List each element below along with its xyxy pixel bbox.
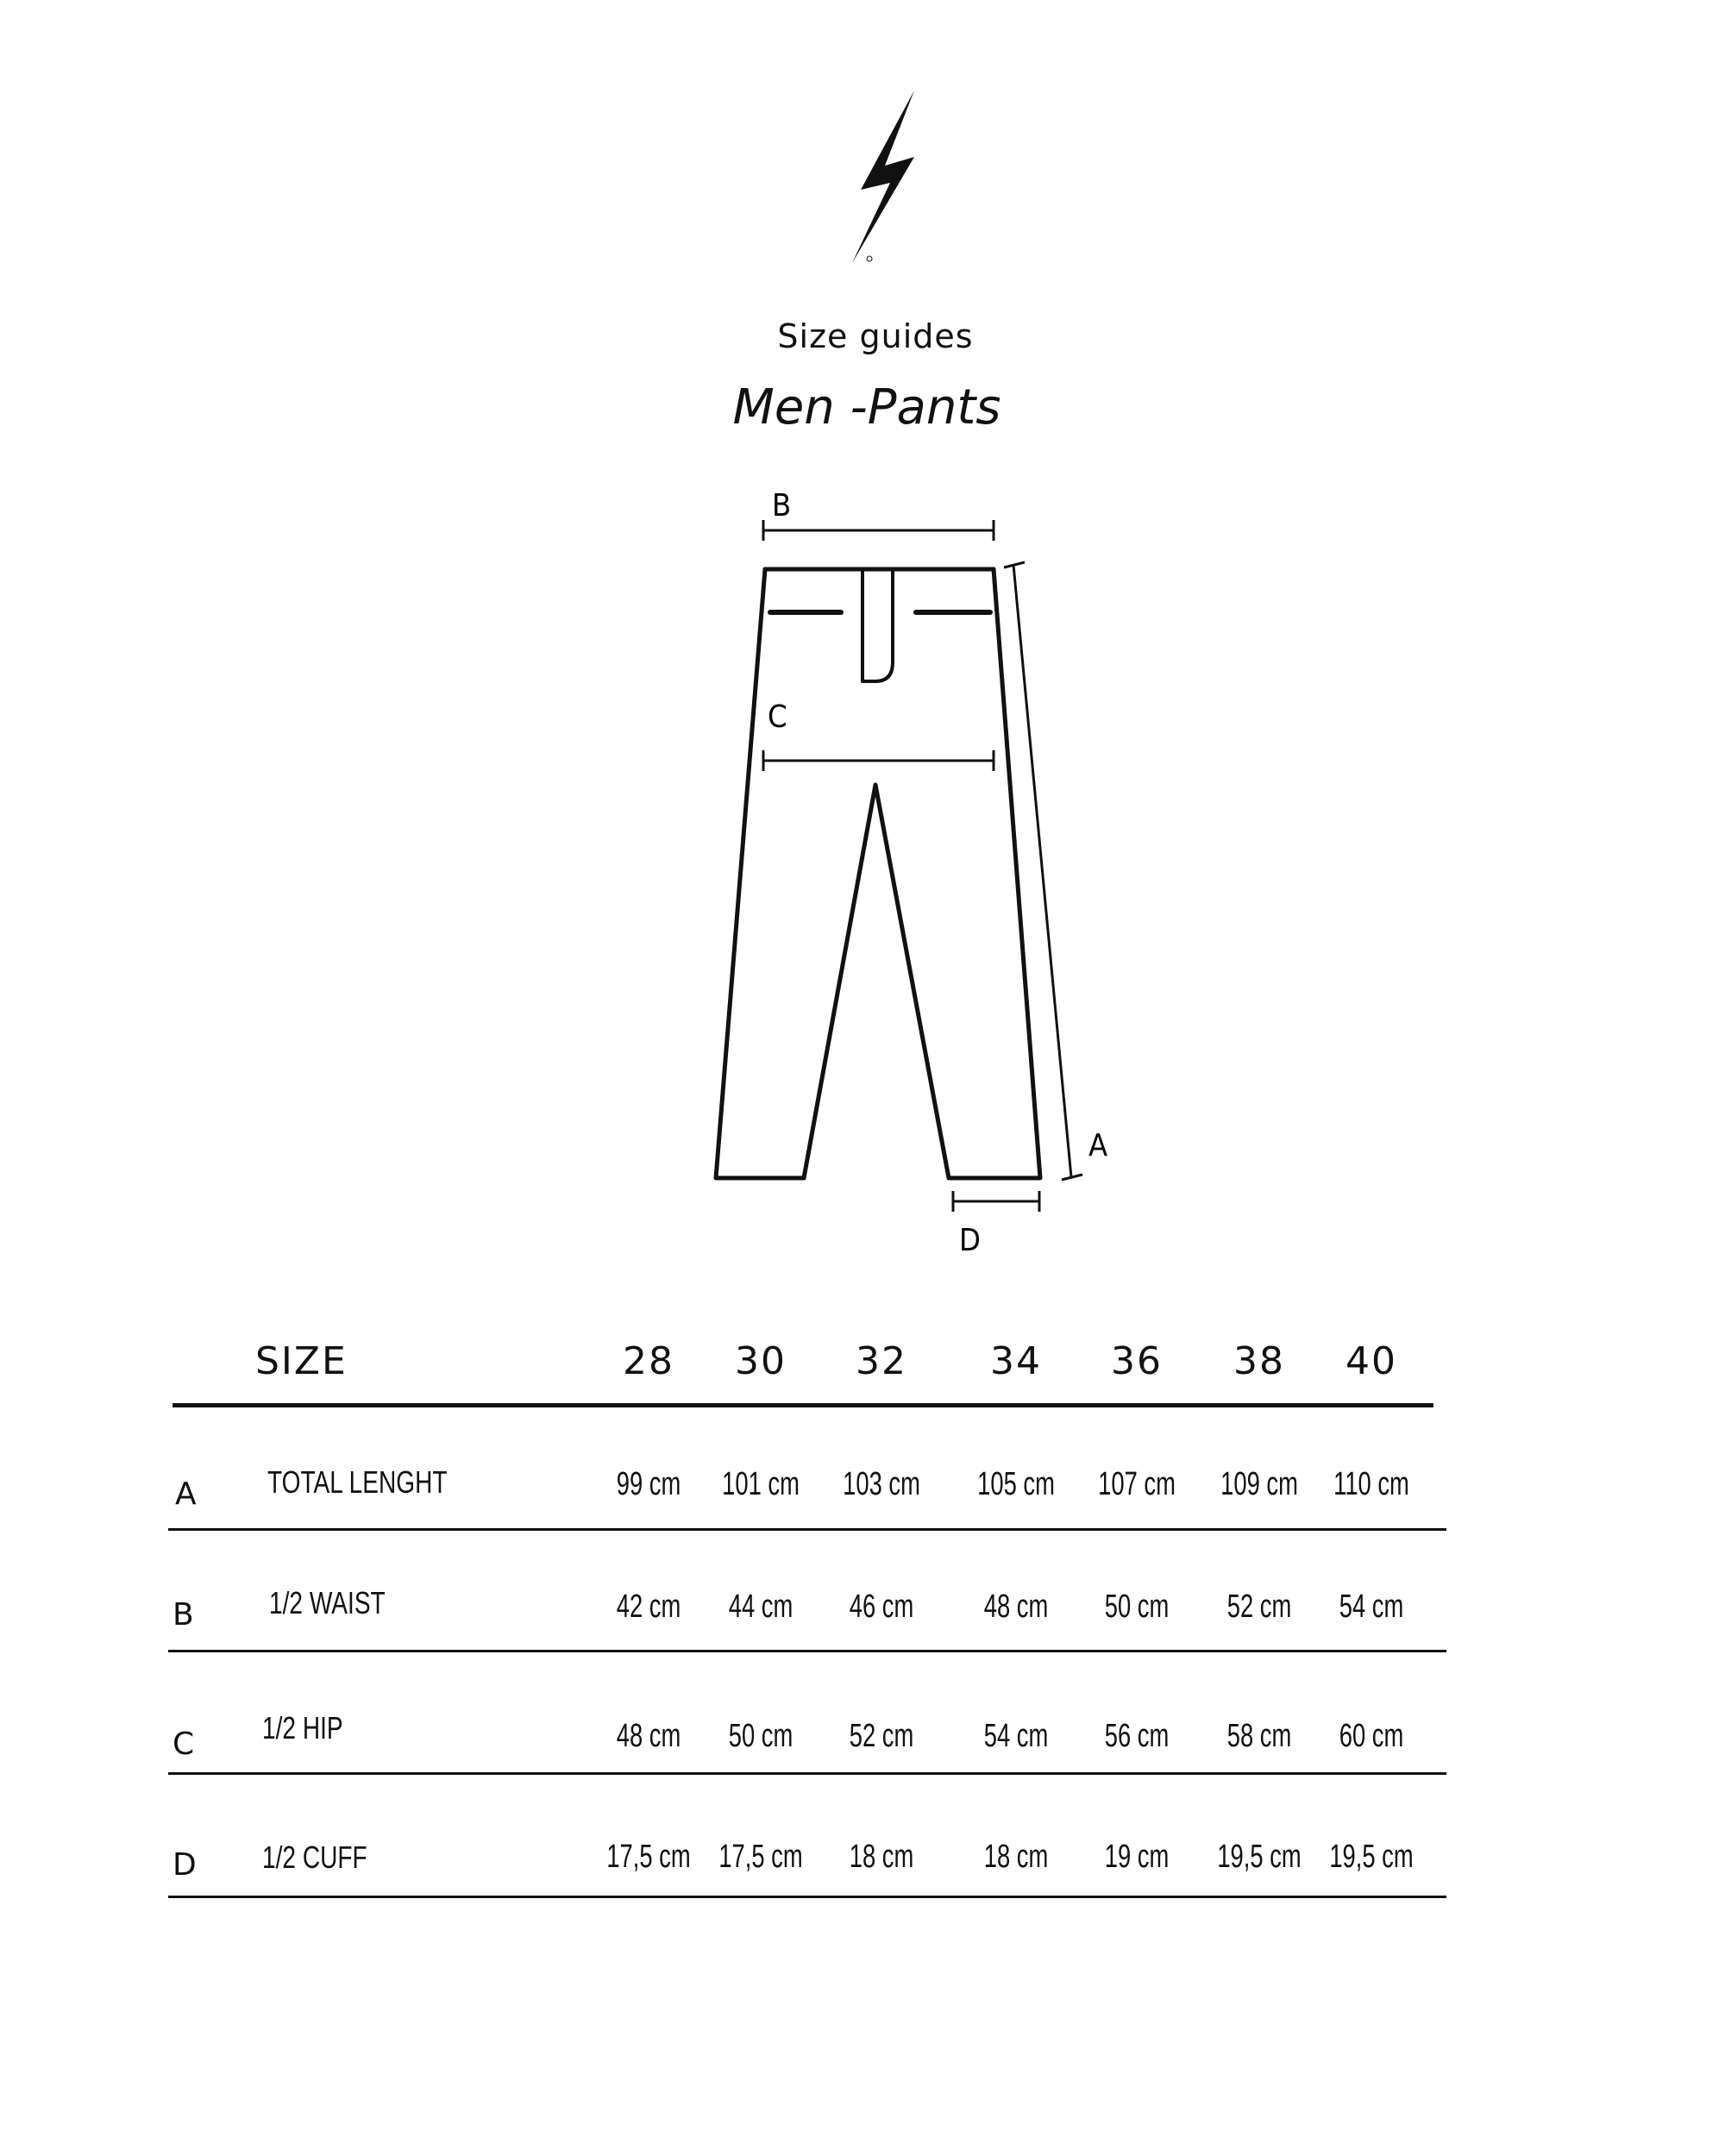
- table-cell: 58 cm: [1226, 1718, 1292, 1754]
- table-cell: 42 cm: [616, 1589, 681, 1625]
- page-subtitle: Men -Pants: [732, 379, 1001, 436]
- row-name: 1/2 CUFF: [262, 1839, 367, 1875]
- table-cell: 48 cm: [983, 1589, 1049, 1625]
- header-rule: [172, 1403, 1433, 1407]
- table-cell: 50 cm: [1104, 1589, 1170, 1625]
- table-cell: 109 cm: [1220, 1466, 1298, 1502]
- row-name: 1/2 WAIST: [269, 1585, 386, 1620]
- table-cell: 110 cm: [1333, 1466, 1409, 1502]
- table-cell: 17,5 cm: [718, 1839, 803, 1875]
- row-rule: [168, 1896, 1446, 1898]
- size-column-header: 40: [1346, 1339, 1397, 1383]
- table-cell: 19 cm: [1104, 1839, 1170, 1875]
- table-cell: 60 cm: [1339, 1718, 1404, 1754]
- table-cell: 44 cm: [728, 1589, 794, 1625]
- size-column-header: 38: [1233, 1339, 1285, 1383]
- row-name: 1/2 HIP: [262, 1710, 343, 1745]
- table-cell: 48 cm: [616, 1718, 681, 1754]
- table-cell: 103 cm: [843, 1466, 920, 1502]
- table-cell: 105 cm: [977, 1466, 1055, 1502]
- table-cell: 54 cm: [983, 1718, 1049, 1754]
- size-column-header: 32: [856, 1339, 907, 1383]
- table-cell: 17,5 cm: [606, 1839, 691, 1875]
- table-cell: 54 cm: [1339, 1589, 1404, 1625]
- row-letter: C: [172, 1727, 195, 1762]
- size-header: SIZE: [255, 1339, 348, 1383]
- table-cell: 56 cm: [1104, 1718, 1170, 1754]
- table-cell: 52 cm: [849, 1718, 914, 1754]
- dimension-d-label: D: [959, 1223, 981, 1258]
- page-title: Size guides: [777, 317, 974, 355]
- dimension-b-label: B: [772, 488, 792, 523]
- size-column-header: 30: [735, 1339, 787, 1383]
- table-cell: 19,5 cm: [1329, 1839, 1414, 1875]
- dimension-a-label: A: [1088, 1128, 1108, 1163]
- table-cell: 50 cm: [728, 1718, 794, 1754]
- row-letter: B: [172, 1597, 194, 1633]
- row-rule: [168, 1650, 1446, 1652]
- table-cell: 99 cm: [616, 1466, 681, 1502]
- size-column-header: 36: [1111, 1339, 1163, 1383]
- table-cell: 101 cm: [722, 1466, 800, 1502]
- row-letter: D: [172, 1847, 197, 1883]
- size-column-header: 28: [623, 1339, 674, 1383]
- table-cell: 19,5 cm: [1217, 1839, 1302, 1875]
- table-cell: 18 cm: [849, 1839, 914, 1875]
- table-cell: 46 cm: [849, 1589, 914, 1625]
- row-rule: [168, 1772, 1446, 1775]
- row-rule: [168, 1528, 1446, 1531]
- row-letter: A: [175, 1476, 197, 1512]
- table-cell: 52 cm: [1226, 1589, 1292, 1625]
- table-cell: 18 cm: [983, 1839, 1049, 1875]
- dimension-c-label: C: [768, 699, 787, 735]
- size-column-header: 34: [990, 1339, 1042, 1383]
- row-name: TOTAL LENGHT: [267, 1464, 448, 1500]
- table-cell: 107 cm: [1098, 1466, 1176, 1502]
